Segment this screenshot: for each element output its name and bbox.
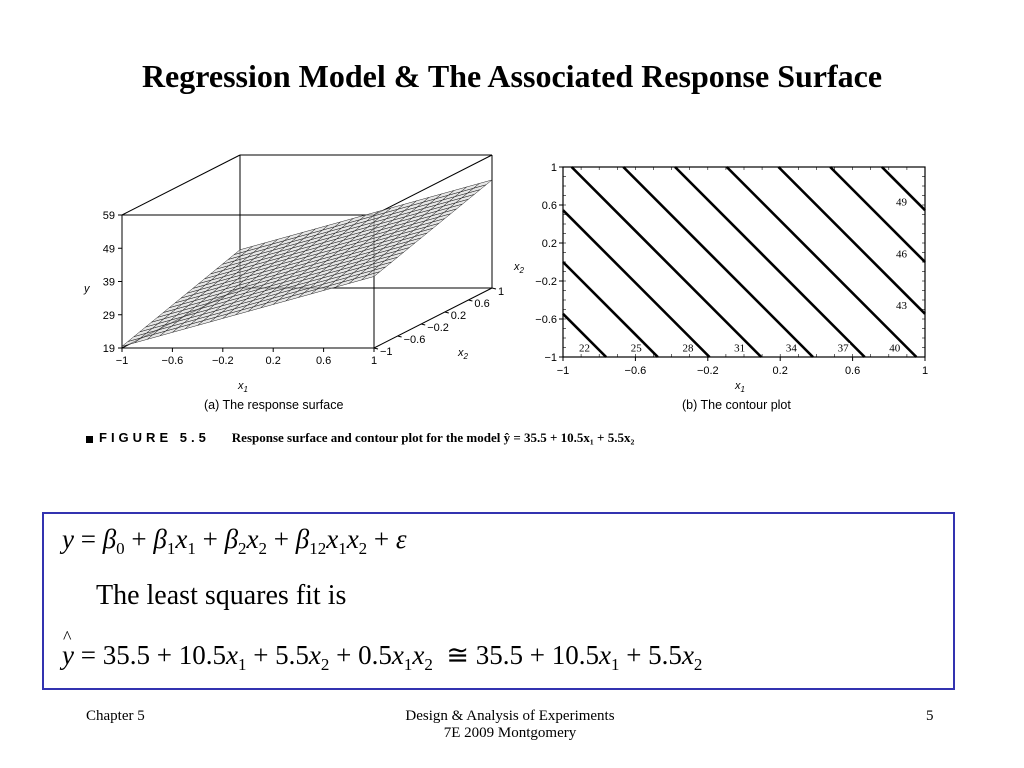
contour-x-tick-label: 1: [921, 365, 929, 377]
contour-level-label: 34: [785, 342, 797, 355]
contour-x-tick-label: 0.2: [772, 365, 788, 377]
contour-plot-frame: [563, 167, 925, 357]
contour-caption: (b) The contour plot: [682, 398, 791, 412]
contour-line: [675, 167, 865, 357]
surface-x1-tick-label: −0.2: [211, 355, 234, 367]
contour-y-tick-label: 0.2: [541, 238, 557, 250]
contour-y-tick-label: 1: [550, 162, 557, 174]
contour-level-label: 22: [579, 342, 591, 355]
figure-caption-text: Response surface and contour plot for the model ŷ = 35.5 + 10.5x₁ + 5.5x₂: [231, 430, 635, 445]
surface-y-tick-label: 59: [102, 210, 115, 222]
contour-x-tick-label: −1: [556, 365, 570, 377]
contour-line: [572, 167, 762, 357]
contour-level-label: 43: [895, 300, 907, 313]
contour-y-tick-label: 0.6: [541, 200, 557, 212]
contour-x-tick-label: −0.6: [624, 365, 647, 377]
contour-level-label: 49: [895, 196, 907, 209]
contour-level-label: 31: [734, 342, 746, 355]
fitted-equation: ^ $y = 35.5 + 10.5x_1 + 5.5x_2 + 0.5x_1x_2$ ≅ $35.5 + 10.5x_1 + 5.5x_2$: [62, 640, 702, 671]
footer-book-line2: 7E 2009 Montgomery: [443, 725, 577, 741]
model-equation: $y = \beta_0 + \beta_1x_1 + \beta_2x_2 + \beta_{12}x_1x_2 + \varepsilon$: [62, 524, 407, 558]
footer-book: [340, 708, 680, 742]
surface-x1-tick-label: 1: [370, 355, 378, 367]
surface-x2-tick-label: −0.6: [403, 334, 426, 346]
surface-x2-tick-label: 0.2: [450, 310, 467, 322]
contour-y-tick-label: −1: [544, 352, 557, 364]
contour-x-axis-label: $x_1$: [735, 380, 745, 394]
surface-x1-tick-label: 0.2: [265, 355, 281, 367]
figure-caption: [86, 430, 634, 446]
surface-x2-tick-label: −1: [380, 346, 393, 358]
figure-label: FIGURE 5.5: [99, 430, 210, 445]
surface-x1-tick-label: −0.6: [161, 355, 184, 367]
contour-line: [830, 167, 925, 262]
surface-caption: (a) The response surface: [204, 398, 344, 412]
contour-level-label: 40: [889, 342, 901, 355]
footer-chapter: Chapter 5: [86, 708, 145, 724]
least-squares-text: The least squares fit is: [96, 580, 347, 611]
surface-x1-tick-label: −1: [115, 355, 129, 367]
contour-y-tick-label: −0.6: [535, 314, 557, 326]
surface-x2-axis-label: $x_2$: [458, 347, 468, 361]
surface-y-tick-label: 29: [102, 309, 115, 322]
footer-book-line1: Design & Analysis of Experiments: [405, 708, 615, 724]
bullet-square-icon: [86, 436, 93, 443]
surface-y-tick-label: 49: [102, 243, 115, 256]
contour-level-label: 25: [630, 342, 642, 355]
surface-x2-tick-label: 0.6: [474, 298, 490, 310]
contour-x-tick-label: −0.2: [696, 365, 719, 377]
contour-line: [563, 262, 658, 357]
surface-y-axis-label: y: [84, 283, 90, 295]
contour-x-tick-label: 0.6: [844, 365, 861, 377]
surface-y-tick-label: 39: [102, 276, 115, 289]
surface-x2-tick-label: 1: [498, 286, 505, 298]
contour-level-label: 46: [895, 248, 907, 261]
surface-x1-tick-label: 0.6: [315, 355, 332, 367]
contour-level-label: 37: [837, 342, 849, 355]
surface-x1-axis-label: $x_1$: [238, 380, 248, 394]
slide-title: Regression Model & The Associated Response Surface: [141, 58, 883, 94]
contour-line: [727, 167, 917, 357]
contour-y-axis-label: $x_2$: [514, 261, 524, 275]
contour-level-label: 28: [682, 342, 694, 355]
surface-x2-tick-label: −0.2: [427, 322, 449, 334]
footer-page-number: 5: [926, 708, 934, 724]
surface-y-tick-label: 19: [102, 343, 115, 355]
contour-line: [623, 167, 813, 357]
contour-y-tick-label: −0.2: [535, 276, 557, 288]
